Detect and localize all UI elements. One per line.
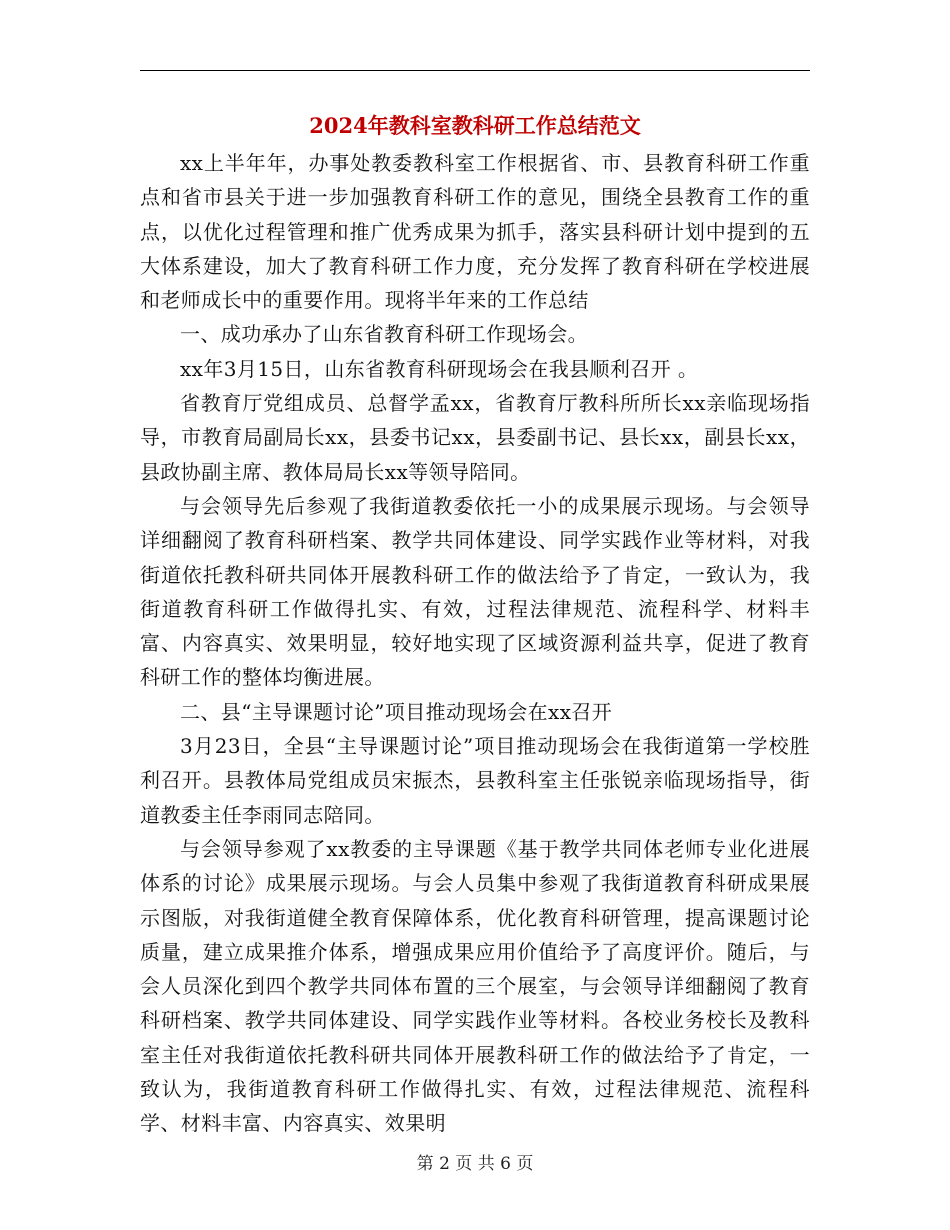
page-number: 第 2 页 共 6 页: [416, 1154, 534, 1174]
paragraph-meeting-date: xx年3月15日，山东省教育科研现场会在我县顺利召开 。: [180, 356, 699, 381]
paragraph-visit-1: 与会领导先后参观了我街道教委依托一小的成果展示现场。与会领导详细翻阅了教育科研档案、教学共同体建设、同学实践作业等材料，对我街道依托教科研共同体开展教科研工作的做法给予了肯定，一致认为，我街道教育科研工作做得扎实、有效，过程法律规范、流程科学、材料丰富、内容真实、效果明显，较好地实现了区域资源利益共享，促进了教育科研工作的整体均衡进展。: [140, 493, 810, 690]
section-heading-2: 二、县“主导课题讨论”项目推动现场会在xx召开: [180, 699, 613, 724]
header-rule: [140, 70, 810, 71]
paragraph-intro: xx上半年年，办事处教委教科室工作根据省、市、县教育科研工作重点和省市县关于进一步加强教育科研工作的意见，围绕全县教育工作的重点，以优化过程管理和推广优秀成果为抓手，落实县科研计划中提到的五大体系建设，加大了教育科研工作力度，充分发挥了教育科研在学校进展和老师成长中的重要作用。现将半年来的工作总结: [140, 151, 810, 313]
section-heading-1: 一、成功承办了山东省教育科研工作现场会。: [180, 322, 588, 347]
paragraph-attendees: 省教育厅党组成员、总督学孟xx，省教育厅教科所所长xx亲临现场指导，市教育局副局长xx，县委书记xx，县委副书记、县长xx，副县长xx，县政协副主席、教体局局长xx等领导陪同。: [140, 391, 810, 484]
paragraph-project-meeting: 3月23日，全县“主导课题讨论”项目推动现场会在我街道第一学校胜利召开。县教体局党组成员宋振杰，县教科室主任张锐亲临现场指导，街道教委主任李雨同志陪同。: [140, 734, 810, 827]
document-body: [140, 146, 810, 1141]
paragraph-visit-2: 与会领导参观了xx教委的主导课题《基于教学共同体老师专业化进展体系的讨论》成果展示现场。与会人员集中参观了我街道教育科研成果展示图版，对我街道健全教育保障体系，优化教育科研管理，提高课题讨论质量，建立成果推介体系，增强成果应用价值给予了高度评价。随后，与会人员深化到四个教学共同体布置的三个展室，与会领导详细翻阅了教育科研档案、教学共同体建设、同学实践作业等材料。各校业务校长及教科室主任对我街道依托教科研共同体开展教科研工作的做法给予了肯定，一致认为，我街道教育科研工作做得扎实、有效，过程法律规范、流程科学、材料丰富、内容真实、效果明: [140, 836, 810, 1136]
document-title: 2024年教科室教科研工作总结范文: [309, 113, 641, 138]
